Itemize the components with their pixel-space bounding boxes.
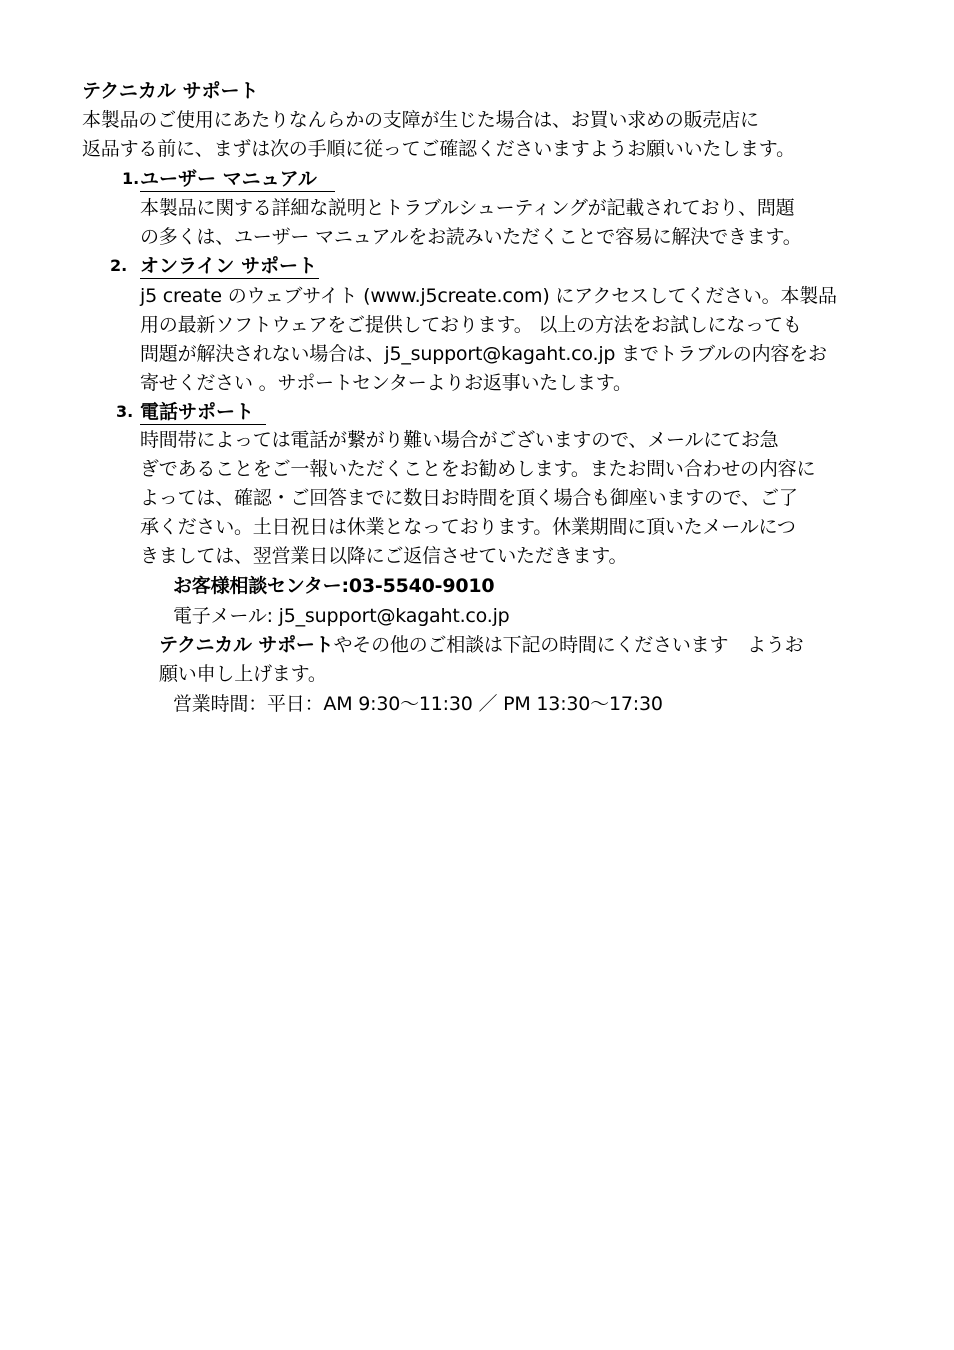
section-1-line-1: 本製品に関する詳細な説明とトラブルシューティングが記載されており、問題 <box>140 197 795 219</box>
section-1-number: 1. <box>122 169 140 188</box>
hours-note-line-1 <box>159 631 804 659</box>
section-3-title: 電話サポート <box>140 400 266 425</box>
section-3-line-2: ぎであることをご一報いただくことをお勧めします。またお問い合わせの内容に <box>140 458 816 480</box>
hours-note-rest: やその他のご相談は下記の時間にくださいます ようお <box>333 634 804 656</box>
support-center-phone: お客様相談センター:03-5540-9010 <box>173 575 495 597</box>
intro-line-2: 返品する前に、まずは次の手順に従ってご確認くださいますようお願いいたします。 <box>82 138 795 160</box>
section-2-line-3: 問題が解決されない場合は、j5_support@kagaht.co.jp までトラブルの内容をお <box>140 343 827 365</box>
hours-note-line-2: 願い申し上げます。 <box>159 663 327 685</box>
section-1-line-2: の多くは、ユーザー マニュアルをお読みいただくことで容易に解決できます。 <box>140 226 802 248</box>
business-hours: 営業時間：平日：AM 9:30～11:30 ／ PM 13:30～17:30 <box>173 693 663 715</box>
support-email: 電子メール: j5_support@kagaht.co.jp <box>173 605 510 627</box>
section-1-title: ユーザー マニュアル <box>140 167 335 192</box>
section-2-line-1: j5 create のウェブサイト (www.j5create.com) にアクセスしてください。本製品 <box>140 285 837 307</box>
page-title: テクニカル サポート <box>82 80 259 102</box>
section-2-line-4: 寄せください 。サポートセンターよりお返事いたします。 <box>140 372 632 394</box>
section-3-line-3: よっては、確認・ご回答までに数日お時間を頂く場合も御座いますので、ご了 <box>140 487 798 509</box>
section-3-line-1: 時間帯によっては電話が繋がり難い場合がございますので、メールにてお急 <box>140 429 779 451</box>
hours-note-bold: テクニカル サポート <box>159 634 334 656</box>
section-2-number: 2. <box>110 256 128 275</box>
section-3-number: 3. <box>116 402 134 421</box>
intro-line-1: 本製品のご使用にあたりなんらかの支障が生じた場合は、お買い求めの販売店に <box>82 109 759 131</box>
section-2-title: オンライン サポート <box>140 255 318 277</box>
section-3-line-5: きましては、翌営業日以降にご返信させていただきます。 <box>140 545 628 567</box>
section-2-line-2: 用の最新ソフトウェアをご提供しております。 以上の方法をお試しになっても <box>140 314 802 336</box>
section-3-line-4: 承ください。土日祝日は休業となっております。休業期間に頂いたメールにつ <box>140 516 796 538</box>
